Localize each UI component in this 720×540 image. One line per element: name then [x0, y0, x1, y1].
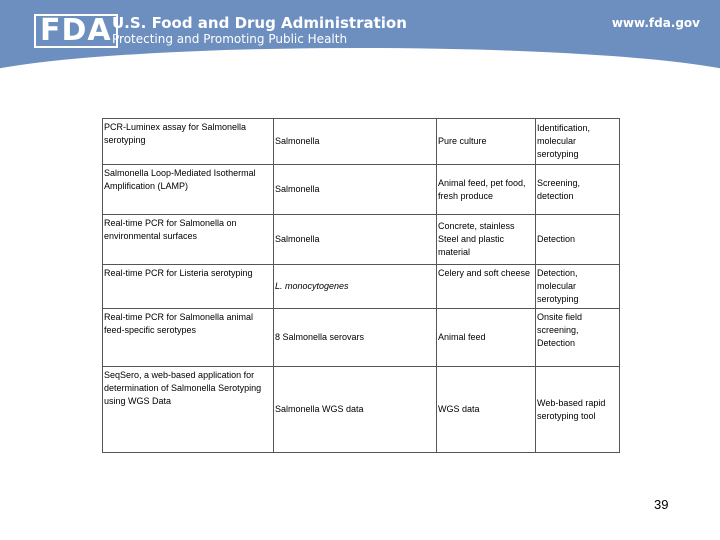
target-cell: Salmonella	[274, 215, 437, 265]
purpose-cell: Screening, detection	[536, 165, 620, 215]
method-cell: Real-time PCR for Listeria serotyping	[103, 265, 274, 309]
purpose-cell: Onsite field screening, Detection	[536, 309, 620, 367]
page-number: 39	[654, 497, 669, 512]
purpose-cell: Detection	[536, 215, 620, 265]
table-row	[103, 215, 620, 265]
target-cell: Salmonella WGS data	[274, 367, 437, 453]
method-cell: Real-time PCR for Salmonella on environmental surfaces	[103, 215, 274, 265]
matrix-cell: Celery and soft cheese	[437, 265, 536, 309]
website-link[interactable]: www.fda.gov	[611, 16, 700, 30]
table-row	[103, 309, 620, 367]
table-row	[103, 165, 620, 215]
purpose-cell: Detection, molecular serotyping	[536, 265, 620, 309]
target-cell: L. monocytogenes	[274, 265, 437, 309]
matrix-cell: WGS data	[437, 367, 536, 453]
matrix-cell: Animal feed	[437, 309, 536, 367]
purpose-cell: Identification, molecular serotyping	[536, 119, 620, 165]
target-cell: Salmonella	[274, 119, 437, 165]
matrix-cell: Pure culture	[437, 119, 536, 165]
agency-name: U.S. Food and Drug Administration	[112, 14, 407, 32]
assay-methods-table	[102, 118, 620, 453]
method-cell: Real-time PCR for Salmonella animal feed-specific serotypes	[103, 309, 274, 367]
target-cell: Salmonella	[274, 165, 437, 215]
fda-header-banner	[0, 0, 720, 75]
table-row	[103, 367, 620, 453]
matrix-cell: Concrete, stainless Steel and plastic material	[437, 215, 536, 265]
purpose-cell: Web-based rapid serotyping tool	[536, 367, 620, 453]
header-curve-decoration	[0, 48, 720, 75]
method-cell: SeqSero, a web-based application for determination of Salmonella Serotyping using WGS Data	[103, 367, 274, 453]
method-cell: PCR-Luminex assay for Salmonella serotyping	[103, 119, 274, 165]
table-row	[103, 265, 620, 309]
agency-tagline: Protecting and Promoting Public Health	[112, 32, 348, 46]
method-cell: Salmonella Loop-Mediated Isothermal Amplification (LAMP)	[103, 165, 274, 215]
table-row	[103, 119, 620, 165]
matrix-cell: Animal feed, pet food, fresh produce	[437, 165, 536, 215]
fda-logo: FDA	[34, 14, 118, 48]
target-cell: 8 Salmonella serovars	[274, 309, 437, 367]
